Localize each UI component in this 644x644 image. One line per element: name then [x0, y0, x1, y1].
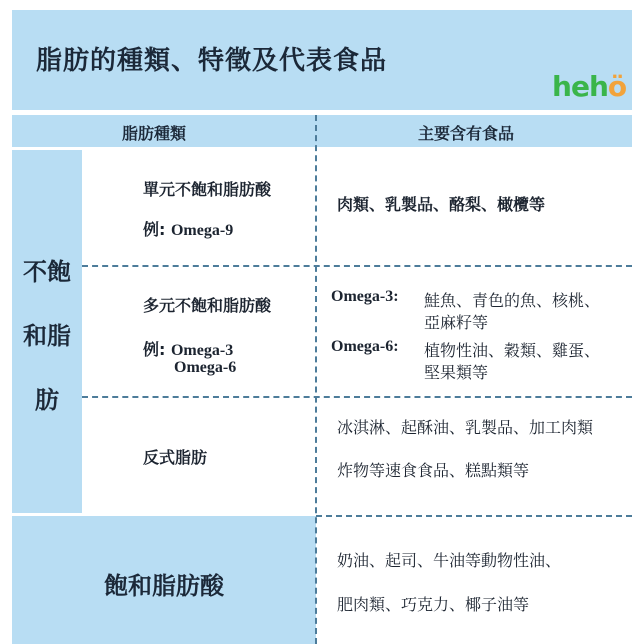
table-header	[12, 115, 632, 147]
food-text: 肉類、乳製品、酪梨、橄欖等	[337, 195, 546, 214]
example-item: Omega-3	[170, 342, 234, 359]
example-line	[143, 217, 233, 240]
fat-type-name: 反式脂肪	[143, 448, 208, 467]
example-line	[143, 337, 233, 360]
food-text: 亞麻籽等	[424, 313, 489, 332]
logo-letter: h	[552, 70, 571, 103]
food-group-label: Omega-3:	[331, 288, 399, 305]
column-divider	[315, 115, 317, 644]
food-text: 炸物等速食食品、糕點類等	[337, 461, 530, 480]
food-text: 植物性油、穀類、雞蛋、	[424, 341, 601, 360]
example-prefix: 例:	[143, 220, 166, 239]
fat-type-name: 多元不飽和脂肪酸	[143, 296, 272, 315]
fat-type-name: 單元不飽和脂肪酸	[143, 180, 272, 199]
page-title: 脂肪的種類、特徵及代表食品	[36, 46, 388, 76]
logo-letter: h	[588, 70, 608, 103]
row-divider	[82, 396, 632, 398]
example-prefix: 例:	[143, 340, 166, 359]
example-item: Omega-6	[174, 359, 237, 376]
food-text: 鮭魚、青色的魚、核桃、	[424, 291, 601, 310]
header-fat-type: 脂肪種類	[122, 124, 187, 143]
food-text: 堅果類等	[424, 363, 489, 382]
unsaturated-label-line: 和脂	[23, 322, 71, 350]
row-divider	[316, 515, 632, 517]
food-text: 肥肉類、巧克力、椰子油等	[337, 595, 530, 614]
logo-letter: ö	[607, 70, 627, 103]
saturated-label: 飽和脂肪酸	[104, 572, 224, 600]
unsaturated-label-line: 不飽	[23, 258, 71, 286]
heho-logo	[552, 70, 626, 103]
header-main-foods: 主要含有食品	[418, 124, 515, 143]
row-divider	[82, 265, 632, 267]
food-group-label: Omega-6:	[331, 338, 399, 355]
food-text: 奶油、起司、牛油等動物性油、	[337, 551, 562, 570]
logo-letter: e	[570, 70, 589, 103]
food-text: 冰淇淋、起酥油、乳製品、加工肉類	[337, 418, 594, 437]
unsaturated-label-line: 肪	[35, 386, 59, 414]
example-item: Omega-9	[170, 222, 234, 239]
